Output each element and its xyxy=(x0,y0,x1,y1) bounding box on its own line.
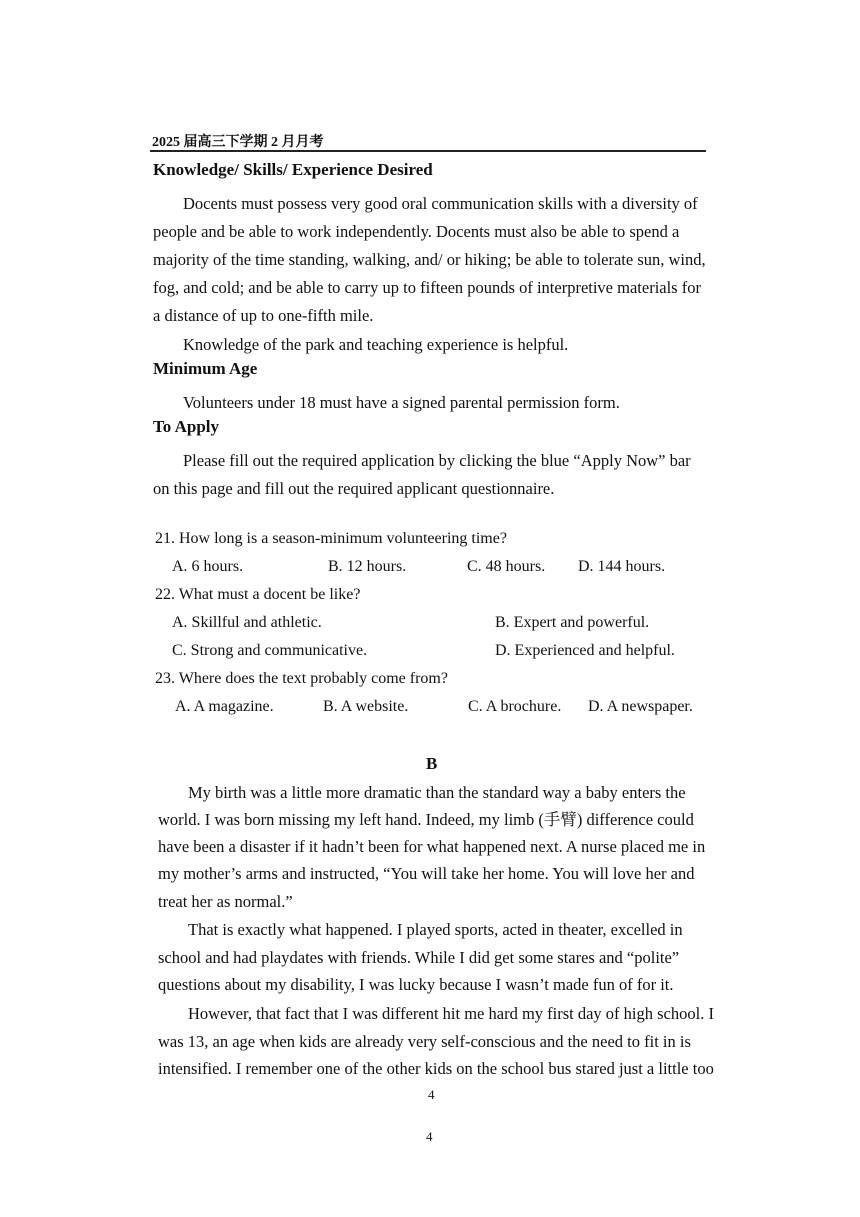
header-rule xyxy=(150,150,706,152)
page-number: 4 xyxy=(428,1087,435,1102)
paragraph-line: Volunteers under 18 must have a signed parental permission form. xyxy=(183,393,620,412)
paragraph-line: fog, and cold; and be able to carry up to fifteen pounds of interpretive materials for xyxy=(153,278,701,297)
paragraph-line: treat her as normal.” xyxy=(158,892,293,911)
question-option: A. Skillful and athletic. xyxy=(172,614,322,631)
question-option: C. A brochure. xyxy=(468,698,562,715)
question-option: D. 144 hours. xyxy=(578,558,666,575)
paragraph-line: My birth was a little more dramatic than the standard way a baby enters the xyxy=(188,783,686,802)
paragraph-line: Please fill out the required application by clicking the blue “Apply Now” bar xyxy=(183,451,691,470)
section-heading-to-apply: To Apply xyxy=(153,417,219,436)
question-option: A. A magazine. xyxy=(175,698,274,715)
question-option: A. 6 hours. xyxy=(172,558,244,575)
page-number: 4 xyxy=(426,1129,433,1144)
paragraph-line: That is exactly what happened. I played sports, acted in theater, excelled in xyxy=(188,920,683,939)
paragraph-line: was 13, an age when kids are already very self-conscious and the need to fit in is xyxy=(158,1032,691,1051)
paragraph-line: school and had playdates with friends. While I did get some stares and “polite” xyxy=(158,948,680,967)
question-stem: 23. Where does the text probably come from? xyxy=(155,670,448,687)
passage-title: B xyxy=(426,754,438,773)
question-option: C. 48 hours. xyxy=(467,558,546,575)
section-heading-knowledge: Knowledge/ Skills/ Experience Desired xyxy=(153,160,433,179)
section-heading-minimum-age: Minimum Age xyxy=(153,359,258,378)
question-option: D. A newspaper. xyxy=(588,698,693,715)
paragraph-line: Knowledge of the park and teaching experience is helpful. xyxy=(183,335,569,354)
question-stem: 21. How long is a season-minimum volunteering time? xyxy=(155,530,507,547)
paragraph-line: intensified. I remember one of the other kids on the school bus stared just a little too xyxy=(158,1059,714,1078)
paragraph-line: However, that fact that I was different hit me hard my first day of high school. I xyxy=(188,1004,714,1023)
paragraph-line: on this page and fill out the required applicant questionnaire. xyxy=(153,479,555,498)
question-stem: 22. What must a docent be like? xyxy=(155,586,361,603)
paragraph-line: world. I was born missing my left hand. Indeed, my limb (手臂) difference could xyxy=(158,810,694,829)
question-option: C. Strong and communicative. xyxy=(172,642,368,659)
paragraph-line: have been a disaster if it hadn’t been for what happened next. A nurse placed me in xyxy=(158,837,706,856)
paragraph-line: questions about my disability, I was lucky because I wasn’t made fun of for it. xyxy=(158,975,674,994)
question-option: B. A website. xyxy=(323,698,409,715)
paragraph-line: my mother’s arms and instructed, “You will take her home. You will love her and xyxy=(158,864,695,883)
paragraph-line: a distance of up to one-fifth mile. xyxy=(153,306,374,325)
paragraph-line: majority of the time standing, walking, and/ or hiking; be able to tolerate sun, wind, xyxy=(153,250,706,269)
exam-header: 2025 届高三下学期 2 月月考 xyxy=(152,135,324,150)
question-option: B. 12 hours. xyxy=(328,558,407,575)
question-option: D. Experienced and helpful. xyxy=(495,642,675,659)
paragraph-line: people and be able to work independently. Docents must also be able to spend a xyxy=(153,222,680,241)
question-option: B. Expert and powerful. xyxy=(495,614,650,631)
paragraph-line: Docents must possess very good oral communication skills with a diversity of xyxy=(183,194,698,213)
